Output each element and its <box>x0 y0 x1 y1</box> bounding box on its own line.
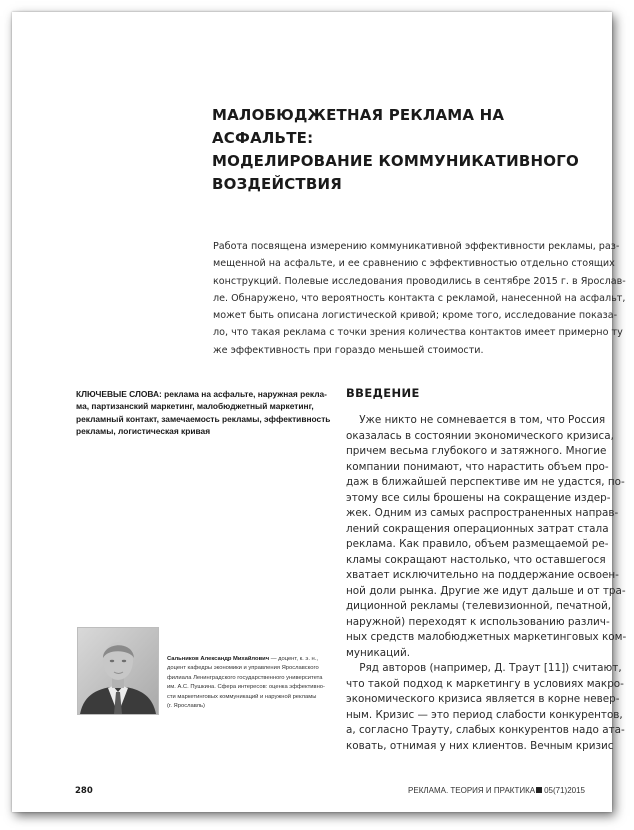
abstract <box>213 238 626 359</box>
journal-footer <box>408 786 585 795</box>
author-line: (г. Ярославль) <box>167 703 205 710</box>
author-photo <box>77 627 159 715</box>
abstract-line: же эффективность при гораздо меньшей стоимости. <box>213 344 484 356</box>
author-bio-first: — доцент, к. э. н., <box>269 656 318 662</box>
body-line: ной доли рынка. Другие же идут дальше и от тра- <box>346 584 626 597</box>
keywords-block <box>76 388 331 437</box>
body-line: жек. Одним из самых распространенных направ- <box>346 507 619 519</box>
author-portrait-image <box>78 628 158 714</box>
abstract-line: конструкций. Полевые исследования проводились в сентябре 2015 г. в Ярослав- <box>213 275 626 287</box>
article-title <box>212 104 592 196</box>
keywords-line: рекламы, логистическая кривая <box>76 425 211 436</box>
journal-name: РЕКЛАМА. ТЕОРИЯ И ПРАКТИКА <box>408 786 536 795</box>
journal-page <box>12 12 627 812</box>
section-heading-introduction: ВВЕДЕНИЕ <box>346 386 420 400</box>
abstract-line: может быть описана логистической кривой; кроме того, исследование показа- <box>213 310 618 322</box>
article-title-line: МОДЕЛИРОВАНИЕ КОММУНИКАТИВНОГО <box>212 152 579 170</box>
square-bullet-icon <box>536 787 542 793</box>
abstract-line: ло, что такая реклама с точки зрения количества контактов имеет примерно ту <box>213 327 623 339</box>
body-line: хватает исключительно на поддержание освоен- <box>346 569 619 581</box>
abstract-line: мещенной на асфальте, и ее сравнению с эффективностью отдельно стоящих <box>213 258 615 270</box>
body-line: Ряд авторов (например, Д. Траут [11]) считают, <box>346 662 622 674</box>
abstract-line: ле. Обнаружено, что вероятность контакта с рекламой, нанесенной на асфальт, <box>213 292 626 304</box>
body-line: компании понимают, что нарастить объем про- <box>346 460 609 473</box>
body-line: Уже никто не сомневается в том, что Россия <box>346 414 606 426</box>
body-line: диционной рекламы (телевизионной, печатной, <box>346 600 612 612</box>
body-line: ковать, отнимая у них клиентов. Вечным кризис <box>346 739 614 752</box>
author-line: филиала Ленинградского государственного университета <box>167 674 323 681</box>
author-line: сти маркетинговых коммуникаций и наружной рекламы <box>167 693 317 700</box>
body-line: экономического кризиса является в корне невер- <box>346 693 620 705</box>
body-line: ных средств малобюджетных маркетинговых ком- <box>346 631 627 643</box>
journal-issue: 05(71)2015 <box>544 786 585 795</box>
body-line: муникаций. <box>346 646 411 659</box>
body-line: этому все силы брошены на сокращение издер- <box>346 491 611 504</box>
body-line: причем весьма глубокого и затяжного. Многие <box>346 445 607 457</box>
keywords-line: ма, партизанский маркетинг, малобюджетный маркетинг, <box>76 401 314 412</box>
body-line: оказалась в состоянии экономического кризиса, <box>346 429 614 442</box>
body-line: что такой подход к маркетингу в условиях макро- <box>346 677 624 690</box>
author-line <box>167 655 342 664</box>
body-line: лений сокращения операционных затрат стала <box>346 522 609 535</box>
article-title-line: МАЛОБЮДЖЕТНАЯ РЕКЛАМА НА АСФАЛЬТЕ: <box>212 106 505 147</box>
article-title-line: ВОЗДЕЙСТВИЯ <box>212 175 342 193</box>
keywords-line: КЛЮЧЕВЫЕ СЛОВА: реклама на асфальте, наружная рекла- <box>76 389 327 399</box>
body-line: ным. Кризис — это период слабости конкурентов, <box>346 708 623 721</box>
body-line: а, согласно Трауту, слабых конкурентов надо ата- <box>346 724 625 736</box>
author-line: доцент кафедры экономики и управления Ярославского <box>167 665 319 672</box>
body-line: наружной) переходят к использованию различ- <box>346 615 610 628</box>
abstract-line: Работа посвящена измерению коммуникативной эффективности рекламы, раз- <box>213 241 620 252</box>
body-line: реклама. Как правило, объем размещаемой ре- <box>346 538 609 550</box>
introduction-text <box>346 413 627 754</box>
author-line: им. А.С. Пушкина. Сфера интересов: оценка эффективно- <box>167 684 325 691</box>
body-line: кламы сокращают настолько, что оставшегося <box>346 553 606 566</box>
keywords-line: рекламный контакт, замечаемость рекламы, эффективность <box>76 413 331 424</box>
author-name: Сальников Александр Михайлович <box>167 656 270 662</box>
body-line: даж в ближайшей перспективе им не удастся, по- <box>346 476 625 488</box>
page-number: 280 <box>75 786 93 796</box>
author-info <box>167 655 342 711</box>
